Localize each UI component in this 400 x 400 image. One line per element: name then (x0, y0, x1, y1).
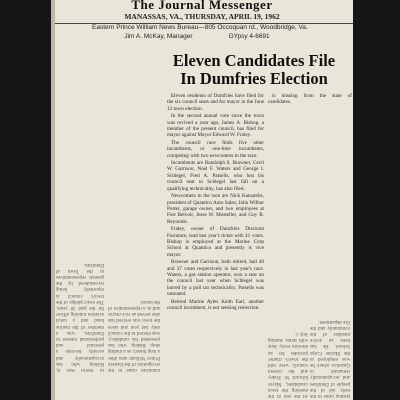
article-paragraph: Retired Marine Ayles Keith Earl, another council incumbent, is not seeking reelection. (167, 298, 264, 311)
article-paragraph: Incumbents are Randolph S. Brawner, Cecil W. Garrison, Noel F. Waters and George I. Schlegel, Fred A. Patsells, who lost his council seat to Schlegel last fall on a qualifying technicality, has also filed. (167, 160, 264, 192)
headline-line-1: Eleven Candidates File (172, 51, 336, 70)
reversed-text: In World War II, Bishop, who has occupationally and socially become a personal and professional interest to Dumfries, was a member of the marine band and a naval aviation training officer for the past 30 years. The exact pledge of the town's council is reportedly being reconsidered by the general representatives to the Town of Dumfries. (56, 261, 104, 372)
reversed-text: Bishop came to the early aid of the people of Dumfries and occupationally remained in Quantico where he was employed at the Marine Corps School. He has been an active member of the community and the fire department. (310, 318, 350, 398)
clipping-edge (51, 0, 55, 400)
article-paragraph: Eleven residents of Dumfries have filed for the six council seats and for mayor in the June 12 town election. (167, 93, 264, 112)
headline-line-2: In Dumfries Election (180, 69, 328, 88)
article-body (167, 93, 264, 398)
article-paragraph: Brawner and Garrison, both retired, had 40 and 37 votes respectively in last year's race. Waters, a gas station operator, won a seat on the council last year when Schlegel was barred by a poll tax technicality. Patsells was unseated. (167, 259, 264, 298)
article-continuation (268, 93, 352, 109)
reversed-text: At the end of the meeting the town candidates, Mayor Edward W. Fraley and the current council, were told the town's charter provides for an election every June with terms starting July 1. (268, 330, 308, 398)
reversed-column-right-a (268, 118, 308, 398)
article-paragraph: Fraley, owner of Dumfries Discount Furniture, lead last year's ticket with 41 votes. Bishop is employed at the Marine Corp School at Quantico and presently is vice mayor. (167, 226, 264, 258)
reversed-text: Dumfries came to the recognition of the Eastern Prince William area after a long history as a trading shop. Bishop, who has presented his candidacy, was elected to the council only last year and since the town was revived has also served as vice mayor and as a representative of the board. (108, 298, 160, 372)
bureau-line-1: Eastern Prince William News Bureau—805 Occoquan rd., Woodbridge, Va. (92, 24, 308, 31)
article-paragraph: The council race finds five other incumbents, or one-time incumbents, competing with two newcomers in the race. (167, 139, 264, 159)
dateline: MANASSAS, VA., THURSDAY, APRIL 19, 1962 (51, 11, 353, 24)
reversed-column-right-b (310, 118, 350, 398)
reversed-column-left-b (108, 132, 160, 372)
bureau-info (51, 24, 308, 50)
article-paragraph: In the second annual vote since the town was revived a year ago, James A. Bishop, a member of the present council, has filed for mayor against Mayor Edward W. Fraley. (167, 113, 264, 139)
article-paragraph: Newcomers in the race are Nick Katsarelis, president of Quantico Auto Sales; John Wilbur Porter, garage owner, and two employees at Fort Belvoir, Jesse W. Mosteller, and Guy R. Reynolds. (167, 193, 264, 225)
continuation-text: is missing from the state of candidates. (268, 93, 352, 106)
article-headline (166, 52, 342, 90)
masthead: The Journal Messenger (131, 0, 273, 12)
bureau-line-2: Jim A. McKay, Manager GYpsy 4-6691 (124, 32, 270, 40)
reversed-column-left-a (56, 132, 104, 372)
